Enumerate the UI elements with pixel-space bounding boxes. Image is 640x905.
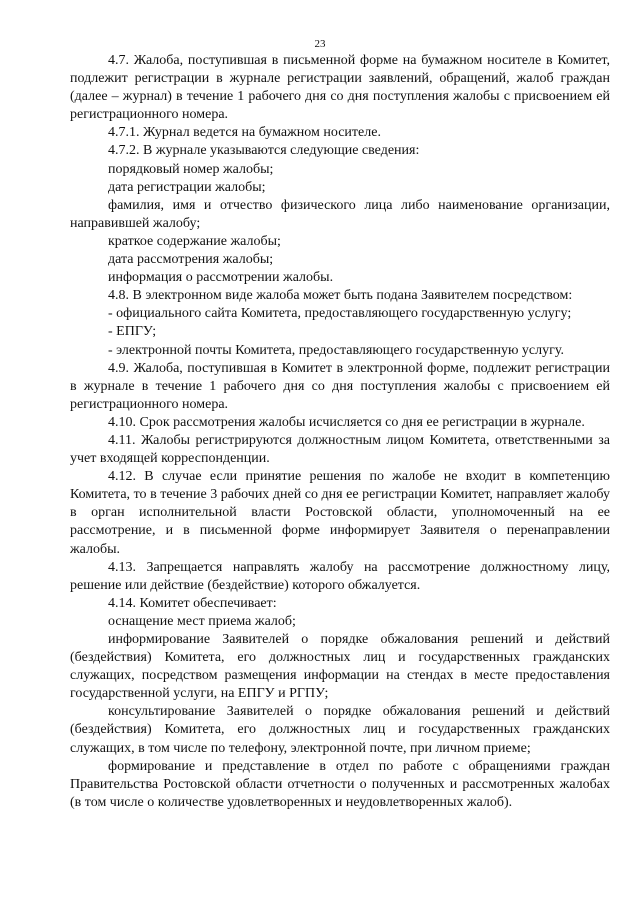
paragraph-4-7-1: 4.7.1. Журнал ведется на бумажном носителе.	[108, 125, 381, 141]
list-item-summary: краткое содержание жалобы;	[108, 233, 281, 249]
list-item-consulting: консультирование Заявителей о порядке обжалования решений и действий (бездействия) Комитета, его должностных лиц и государственных гражданских служащих, в том числе по телефону, электронной почте, при личном приеме;	[70, 704, 610, 756]
list-item-informing: информирование Заявителей о порядке обжалования решений и действий (бездействия) Комитета, его должностных лиц и государственных гражданских служащих, посредством размещения информации на стендах в месте предоставления государственной услуги, на ЕПГУ и РГПУ;	[70, 632, 610, 702]
list-item-epgu: - ЕПГУ;	[108, 324, 157, 340]
list-item-complaint-number: порядковый номер жалобы;	[108, 161, 274, 177]
page-number: 23	[314, 38, 326, 50]
list-item-email: - электронной почты Комитета, предоставляющего государственную услугу.	[108, 342, 564, 358]
list-item-official-site: - официального сайта Комитета, предоставляющего государственную услугу;	[108, 306, 572, 322]
paragraph-4-11: 4.11. Жалобы регистрируются должностным лицом Комитета, ответственными за учет входящей корреспонденции.	[70, 432, 610, 467]
document-body	[70, 52, 610, 812]
paragraph-4-9: 4.9. Жалоба, поступившая в Комитет в электронной форме, подлежит регистрации в журнале в течение 1 рабочего дня со дня поступления жалобы с присвоением ей регистрационного номера.	[70, 360, 610, 412]
paragraph-4-13: 4.13. Запрещается направлять жалобу на рассмотрение должностному лицу, решение или действие (бездействие) которого обжалуется.	[70, 559, 610, 593]
list-item-review-date: дата рассмотрения жалобы;	[108, 252, 274, 268]
list-item-registration-date: дата регистрации жалобы;	[108, 179, 266, 195]
paragraph-4-8: 4.8. В электронном виде жалоба может быть подана Заявителем посредством:	[108, 288, 573, 304]
paragraph-4-10: 4.10. Срок рассмотрения жалобы исчисляется со дня ее регистрации в журнале.	[108, 414, 585, 430]
paragraph-4-14: 4.14. Комитет обеспечивает:	[108, 595, 277, 611]
paragraph-4-7-2: 4.7.2. В журнале указываются следующие сведения:	[108, 143, 420, 159]
list-item-equipment: оснащение мест приема жалоб;	[108, 613, 296, 629]
list-item-reporting: формирование и представление в отдел по работе с обращениями граждан Правительства Ростовской области отчетности о полученных и рассмотренных жалобах (в том числе о количестве удовлетворенных и неудовлетворенных жалоб).	[70, 758, 610, 810]
list-item-review-info: информация о рассмотрении жалобы.	[108, 270, 334, 286]
list-item-sender-name: фамилия, имя и отчество физического лица либо наименование организации, направившей жалобу;	[70, 197, 610, 231]
paragraph-4-7: 4.7. Жалоба, поступившая в письменной форме на бумажном носителе в Комитет, подлежит регистрации в журнале регистрации заявлений, обращений, жалоб граждан (далее – журнал) в течение 1 рабочего дня со дня поступления жалобы с присвоением ей регистрационного номера.	[70, 53, 610, 123]
paragraph-4-12: 4.12. В случае если принятие решения по жалобе не входит в компетенцию Комитета, то в течение 3 рабочих дней со дня ее регистрации Комитет, направляет жалобу в орган исполнительной власти Ростовской области, уполномоченный на ее рассмотрение, и в письменной форме информирует Заявителя о перенаправлении жалобы.	[70, 469, 610, 557]
